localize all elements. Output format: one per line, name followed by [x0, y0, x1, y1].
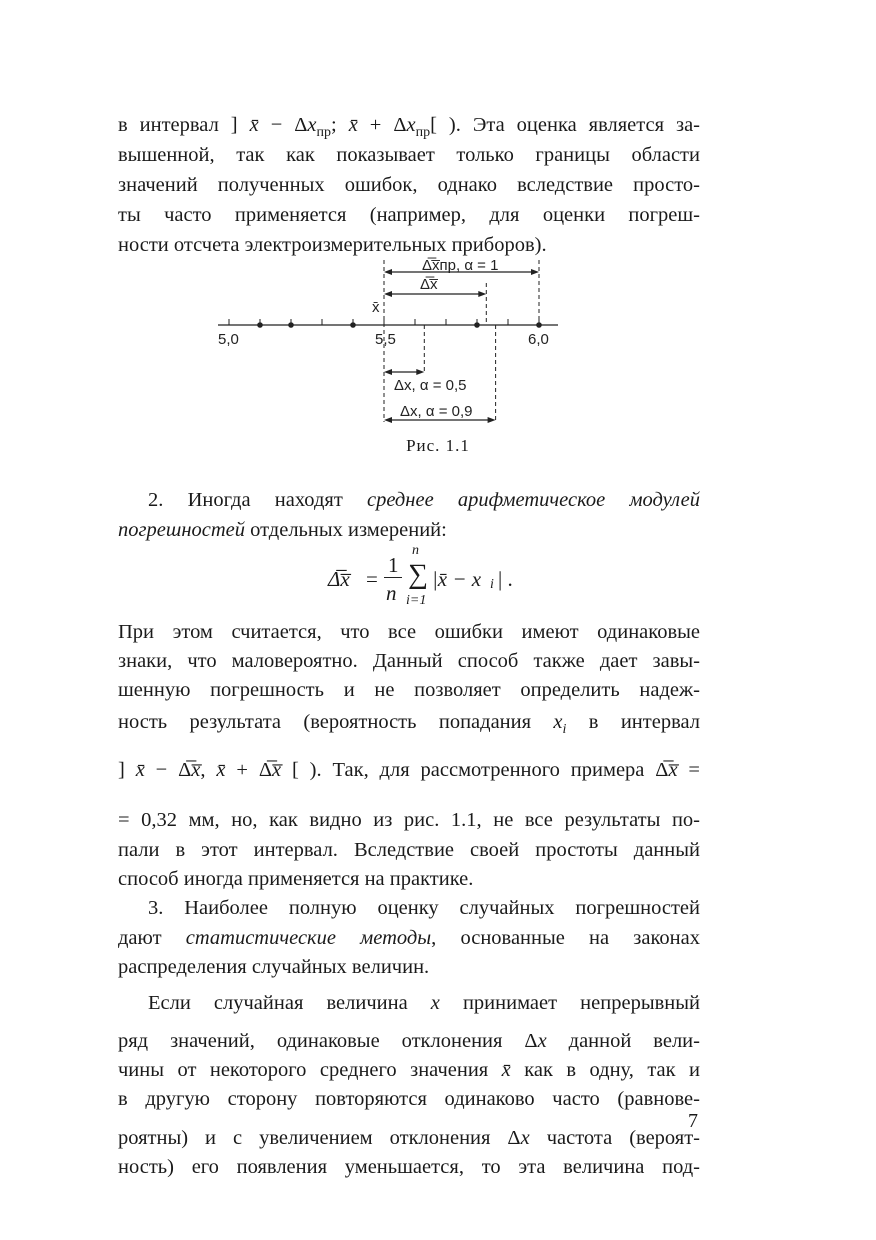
text-segment: принимает непрерывный — [439, 992, 700, 1014]
formula-body: |x̄ − x — [432, 567, 482, 591]
formula-body-end: | . — [498, 567, 513, 591]
text-segment: знаки, что маловероятно. Данный способ также дает завы- — [118, 650, 700, 672]
text-line — [118, 649, 700, 673]
text-line — [118, 1087, 700, 1111]
text-segment: статистические методы — [185, 927, 432, 949]
text-segment: как в одну, так и — [510, 1059, 700, 1081]
text-line — [148, 991, 700, 1015]
text-segment: роятны) и с увеличением отклонения Δ — [118, 1127, 521, 1149]
text-segment: пали в этот интервал. Вследствие своей простоты данный — [118, 839, 700, 861]
text-segment: , — [200, 759, 217, 781]
text-line — [118, 867, 700, 891]
text-segment: x̄ — [216, 759, 226, 781]
text-segment: Если случайная величина — [148, 992, 431, 1014]
formula-sum-bottom: i=1 — [406, 593, 427, 608]
formula-sum: ∑ — [408, 559, 428, 590]
formula-eq: = — [366, 567, 378, 591]
text-line — [118, 1058, 700, 1082]
text-line — [118, 758, 700, 782]
text-line — [118, 203, 700, 227]
text-segment: погрешностей — [118, 519, 245, 541]
text-segment: = 0,32 мм, но, как видно из рис. 1.1, не все результаты по- — [118, 809, 700, 831]
text-segment: x̅ — [668, 759, 678, 781]
text-segment: в интервал — [566, 711, 700, 733]
tick-label-5-0: 5,0 — [218, 331, 239, 348]
text-segment: x̅ — [191, 759, 201, 781]
text-segment: в интервал ] — [118, 114, 250, 136]
text-segment: x — [553, 711, 563, 733]
page-number: 7 — [688, 1110, 698, 1132]
text-line — [118, 620, 700, 644]
arrow-dx05-head-right — [416, 369, 424, 375]
label-dx-09: Δx, α = 0,9 — [400, 403, 473, 420]
text-segment: + Δ̅ — [225, 759, 272, 781]
text-line — [118, 838, 700, 862]
text-segment: = — [677, 759, 700, 781]
text-line — [118, 808, 700, 832]
text-segment: x̄ — [135, 759, 145, 781]
text-line — [148, 896, 700, 920]
text-segment: данной вели- — [546, 1030, 700, 1052]
text-segment: x — [307, 114, 317, 136]
text-line — [118, 926, 700, 950]
text-segment: способ иногда применяется на практике. — [118, 868, 474, 890]
text-segment: При этом считается, что все ошибки имеют одинаковые — [118, 621, 700, 643]
data-point — [257, 322, 263, 328]
text-segment: ряд значений, одинаковые отклонения Δ — [118, 1030, 538, 1052]
text-segment: среднее арифметическое модулей — [367, 489, 700, 511]
text-segment: , основанные на законах — [431, 927, 700, 949]
label-mean: x̄ — [372, 299, 380, 316]
label-dx-05: Δx, α = 0,5 — [394, 377, 467, 394]
text-segment: x — [537, 1030, 547, 1052]
formula-sum-top: n — [412, 543, 419, 558]
text-segment: x̅ — [272, 759, 282, 781]
label-dx-mean: Δ̅x̅ — [420, 276, 438, 293]
text-segment: x — [430, 992, 440, 1014]
text-segment: 3. Наиболее полную оценку случайных погрешностей — [148, 897, 700, 919]
text-segment: в другую сторону повторяются одинаково часто (равнове- — [118, 1088, 700, 1110]
text-segment: отдельных измерений: — [245, 519, 447, 541]
text-segment: x̄ — [249, 114, 259, 136]
data-point — [288, 322, 294, 328]
figure-number-line — [200, 250, 580, 430]
tick-label-6-0: 6,0 — [528, 331, 549, 348]
arrow-dx09-head-left — [384, 417, 392, 423]
text-line — [118, 710, 700, 742]
text-line — [118, 1029, 700, 1053]
text-segment: ность) его появления уменьшается, то эта величина под- — [118, 1156, 700, 1178]
text-line — [118, 173, 700, 197]
text-segment: + Δ — [357, 114, 407, 136]
text-line — [118, 1155, 700, 1179]
text-segment: ности отсчета электроизмерительных приборов). — [118, 234, 547, 256]
text-segment: ] — [118, 759, 136, 781]
text-line — [118, 113, 700, 145]
text-line — [118, 518, 700, 542]
text-segment: частота (вероят- — [529, 1127, 701, 1149]
text-line — [118, 1126, 700, 1150]
text-segment: − Δ̅ — [144, 759, 192, 781]
formula-mean-abs-error — [328, 543, 528, 613]
text-segment: − Δ — [258, 114, 308, 136]
tick-label-5-5: 5,5 — [375, 331, 396, 348]
data-point — [474, 322, 480, 328]
text-segment: пр — [415, 125, 431, 140]
text-segment: вышенной, так как показывает только границы области — [118, 144, 700, 166]
text-segment: ность результата (вероятность попадания — [118, 711, 554, 733]
text-line — [118, 143, 700, 167]
text-segment: x̄ — [348, 114, 358, 136]
text-segment: [ ). Так, для рассмотренного примера Δ̅ — [281, 759, 669, 781]
text-segment: значений полученных ошибок, однако вследствие просто- — [118, 174, 700, 196]
text-segment: чины от некоторого среднего значения — [118, 1059, 502, 1081]
text-line — [118, 955, 700, 979]
text-line — [118, 678, 700, 702]
text-segment: 2. Иногда находят — [148, 489, 367, 511]
arrow-dx-pr-head-left — [384, 269, 392, 275]
text-segment: x — [520, 1127, 530, 1149]
text-segment: ты часто применяется (например, для оценки погреш- — [118, 204, 700, 226]
formula-lhs: Δ̅x̅ — [328, 567, 350, 591]
text-segment: x̄ — [501, 1059, 511, 1081]
text-segment: x — [406, 114, 416, 136]
text-segment: i — [562, 722, 567, 737]
formula-num: 1 — [388, 553, 399, 577]
arrow-dx-pr-head-right — [531, 269, 539, 275]
text-segment: распределения случайных величин. — [118, 956, 430, 978]
text-segment: пр — [316, 125, 332, 140]
text-segment: [ ). Эта оценка является за- — [430, 114, 701, 136]
formula-den: n — [386, 581, 397, 605]
arrow-dx09-head-right — [488, 417, 496, 423]
text-segment: дают — [118, 927, 186, 949]
arrow-dx-mean-head-right — [478, 291, 486, 297]
data-point — [350, 322, 356, 328]
text-line — [148, 488, 700, 512]
label-dx-pr: Δ̅x̅пр, α = 1 — [422, 257, 499, 274]
figure-caption: Рис. 1.1 — [406, 436, 470, 455]
text-segment: ; — [331, 114, 349, 136]
text-segment: шенную погрешность и не позволяет определить надеж- — [118, 679, 700, 701]
arrow-dx05-head-left — [384, 369, 392, 375]
arrow-dx-mean-head-left — [384, 291, 392, 297]
formula-body-sub: i — [490, 577, 494, 592]
